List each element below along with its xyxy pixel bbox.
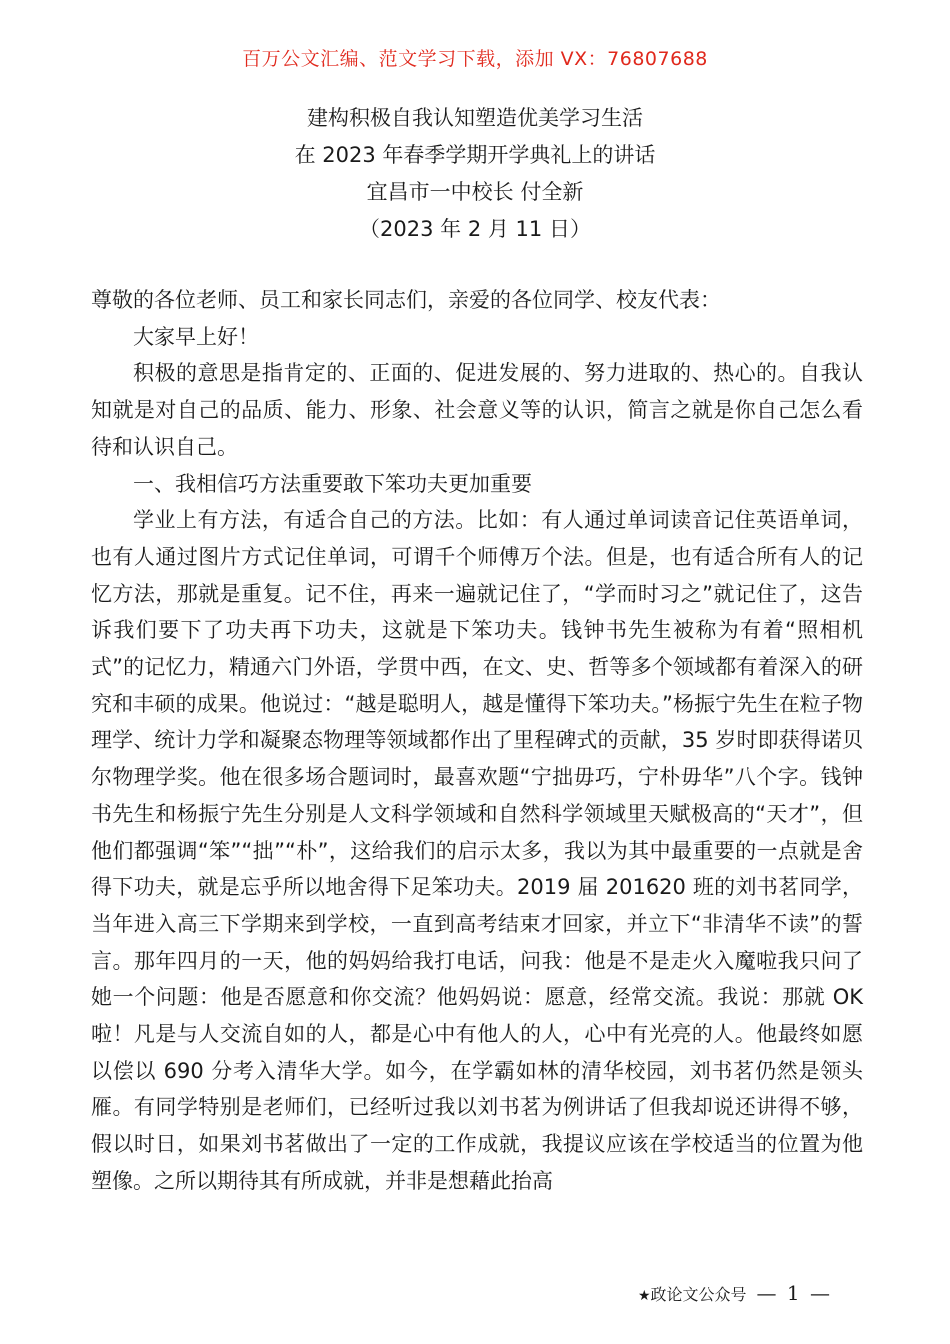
speech-date: （2023 年 2 月 11 日）	[359, 217, 591, 241]
title-block	[0, 100, 950, 248]
speech-body	[91, 282, 863, 1200]
paragraph: 学业上有方法，有适合自己的方法。比如：有人通过单词读音记住英语单词，也有人通过图片方式记住单词，可谓千个师傅万个法。但是，也有适合所有人的记忆方法，那就是重复。记不住，再来一遍就记住了，“学而时习之”就记住了，这告诉我们要下了功夫再下功夫，这就是下笨功夫。钱钟书先生被称为有着“照相机式”的记忆力，精通六门外语，学贯中西，在文、史、哲等多个领域都有着深入的研究和丰硕的成果。他说过：“越是聪明人，越是懂得下笨功夫。”杨振宁先生在粒子物理学、统计力学和凝聚态物理等领域都作出了里程碑式的贡献，35 岁时即获得诺贝尔物理学奖。他在很多场合题词时，最喜欢题“宁拙毋巧，宁朴毋华”八个字。钱钟书先生和杨振宁先生分别是人文科学领域和自然科学领域里天赋极高的“天才”，但他们都强调“笨”“拙”“朴”，这给我们的启示太多，我以为其中最重要的一点就是舍得下功夫，就是忘乎所以地舍得下足笨功夫。2019 届 201620 班的刘书茗同学，当年进入高三下学期来到学校，一直到高考结束才回家，并立下“非清华不读”的誓言。那年四月的一天，他的妈妈给我打电话，问我：他是不是走火入魔啦我只问了她一个问题：他是否愿意和你交流？他妈妈说：愿意，经常交流。我说：那就 OK 啦！凡是与人交流自如的人，都是心中有他人的人，心中有光亮的人。他最终如愿以偿以 690 分考入清华大学。如今，在学霸如林的清华校园，刘书茗仍然是领头雁。有同学特别是老师们，已经听过我以刘书茗为例讲话了但我却说还讲得不够，假以时日，如果刘书茗做出了一定的工作成就，我提议应该在学校适当的位置为他塑像。之所以期待其有所成就，并非是想藉此抬高	[91, 508, 863, 1193]
speech-title: 建构积极自我认知塑造优美学习生活	[307, 106, 643, 130]
paragraph: 积极的意思是指肯定的、正面的、促进发展的、努力进取的、热心的。自我认知就是对自己的品质、能力、形象、社会意义等的认识，简言之就是你自己怎么看待和认识自己。	[91, 361, 863, 459]
salutation: 尊敬的各位老师、员工和家长同志们，亲爱的各位同学、校友代表：	[91, 288, 721, 312]
header-banner: 百万公文汇编、范文学习下载，添加 VX：76807688	[242, 48, 708, 70]
speaker-line: 宜昌市一中校长 付全新	[366, 180, 584, 204]
greeting: 大家早上好！	[133, 324, 259, 349]
footer-source: 政论文公众号	[650, 1285, 747, 1304]
page-number: — 1 —	[756, 1281, 832, 1305]
speech-occasion: 在 2023 年春季学期开学典礼上的讲话	[294, 143, 656, 167]
section-heading: 一、我相信巧方法重要敢下笨功夫更加重要	[133, 471, 532, 496]
star-icon: ★	[637, 1288, 651, 1304]
page-footer	[638, 1281, 832, 1308]
